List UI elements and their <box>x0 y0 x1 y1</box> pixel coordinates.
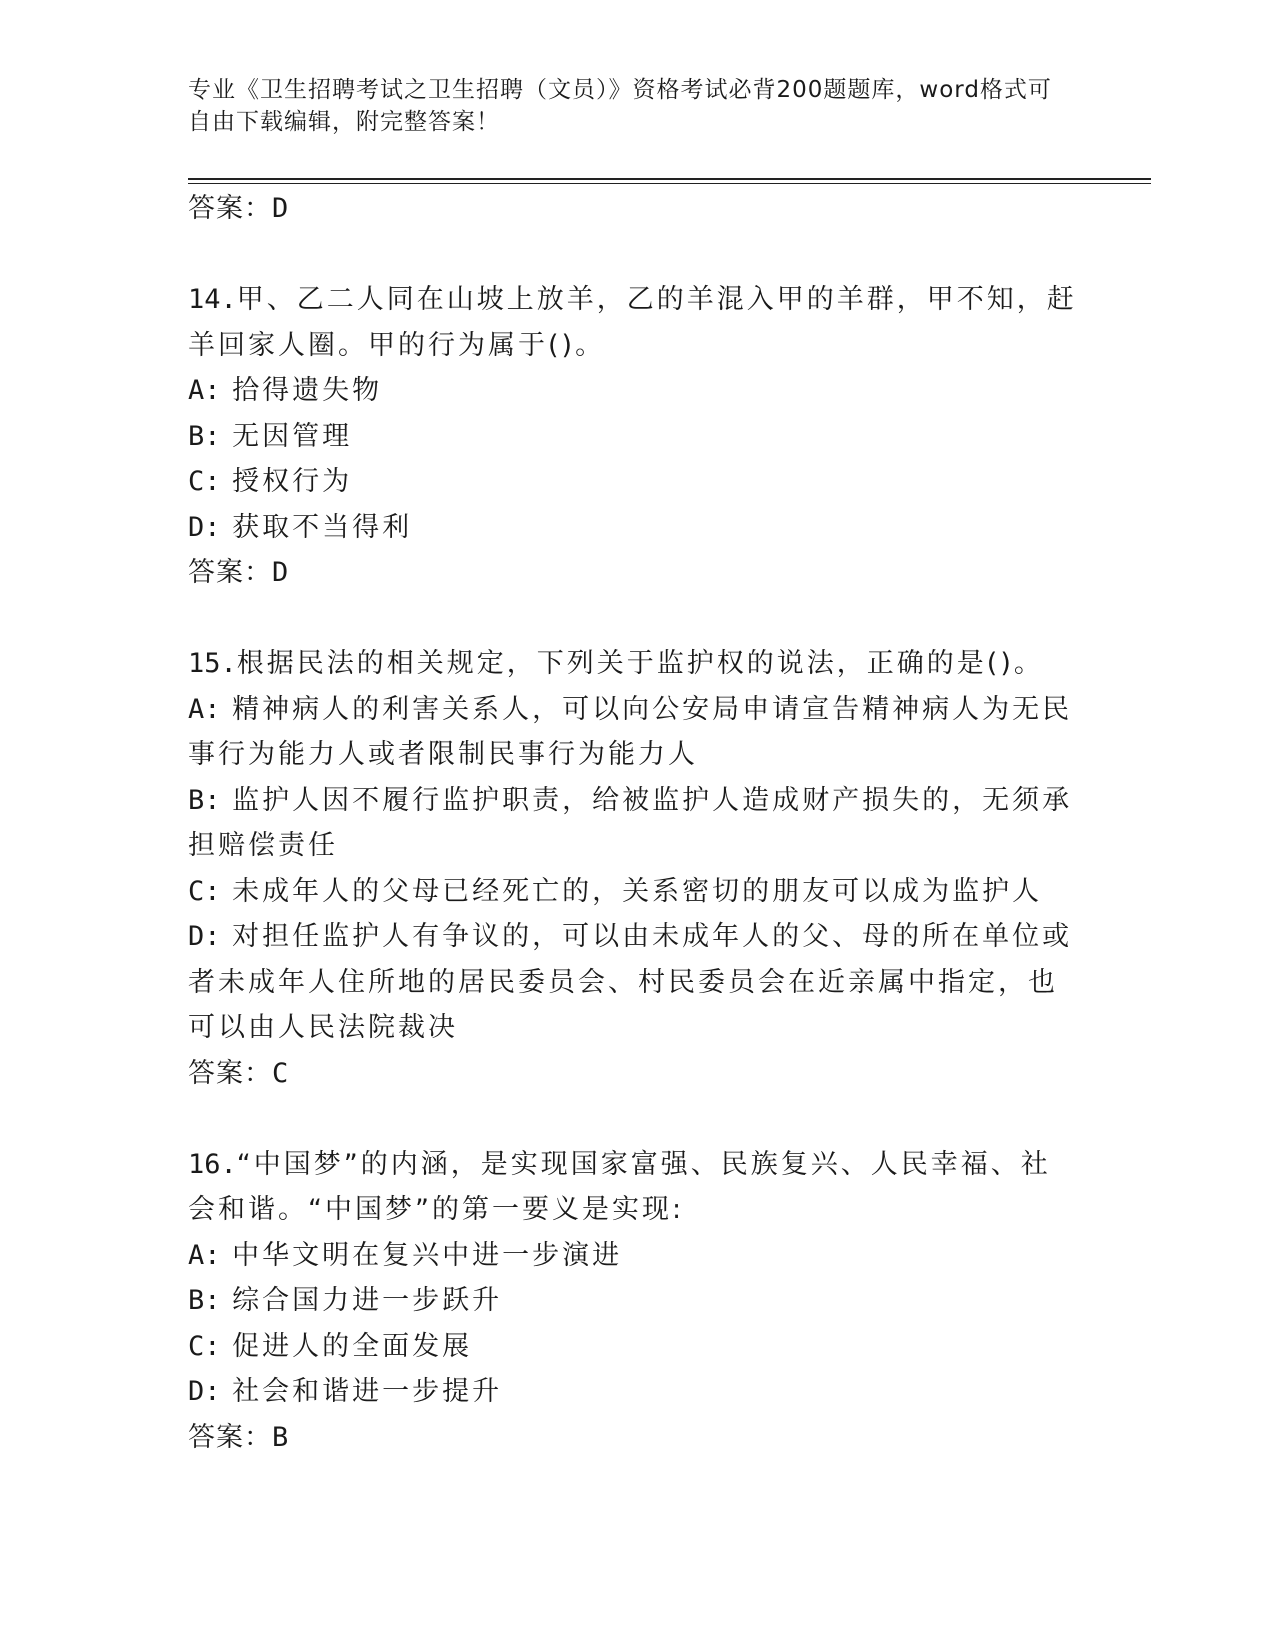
question-text: “中国梦”的内涵，是实现国家富强、民族复兴、人民幸福、社会和谐。“中国梦”的第一要义是实现: <box>188 1148 1051 1225</box>
answer-line <box>188 1051 1078 1097</box>
question-block <box>188 277 1078 596</box>
option-letter: D: <box>188 1376 221 1407</box>
option-letter: D: <box>188 511 221 543</box>
question-stem <box>188 641 1078 687</box>
answer-value: B <box>272 1421 290 1453</box>
answer-label: 答案： <box>188 1421 272 1453</box>
answer-value: D <box>272 193 290 224</box>
header-text: 专业《卫生招聘考试之卫生招聘（文员）》资格考试必背200题题库，word格式可自由下载编辑，附完整答案！ <box>188 77 1052 135</box>
question-number: 14. <box>188 284 237 315</box>
answer-line <box>188 1415 1078 1461</box>
option-c <box>188 1324 1078 1370</box>
option-letter: A: <box>188 1239 221 1271</box>
option-b <box>188 414 1078 460</box>
option-letter: A: <box>188 375 221 406</box>
spacer <box>188 1096 1078 1142</box>
option-a <box>188 368 1078 414</box>
option-text: 对担任监护人有争议的，可以由未成年人的父、母的所在单位或者未成年人住所地的居民委员会、村民委员会在近亲属中指定，也可以由人民法院裁决 <box>188 921 1073 1043</box>
question-list <box>188 186 1078 1460</box>
spacer <box>188 596 1078 642</box>
option-text: 监护人因不履行监护职责，给被监护人造成财产损失的，无须承担赔偿责任 <box>188 784 1073 861</box>
page-header <box>188 74 1068 138</box>
answer-line <box>188 550 1078 596</box>
header-rule-thick <box>188 178 1151 180</box>
question-stem <box>188 277 1078 368</box>
option-letter: A: <box>188 693 221 725</box>
answer-label: 答案： <box>188 193 272 224</box>
option-letter: C: <box>188 875 221 907</box>
option-text: 无因管理 <box>232 420 353 452</box>
option-text: 拾得遗失物 <box>232 375 383 406</box>
option-letter: B: <box>188 1285 221 1316</box>
question-stem <box>188 1142 1078 1233</box>
option-a <box>188 1233 1078 1279</box>
question-number: 15. <box>188 648 237 679</box>
question-block <box>188 641 1078 1096</box>
option-text: 未成年人的父母已经死亡的，关系密切的朋友可以成为监护人 <box>232 875 1043 907</box>
question-block <box>188 1142 1078 1461</box>
option-b <box>188 778 1078 869</box>
option-text: 促进人的全面发展 <box>232 1330 473 1362</box>
option-c <box>188 459 1078 505</box>
option-letter: B: <box>188 784 221 816</box>
option-c <box>188 869 1078 915</box>
option-b <box>188 1278 1078 1324</box>
answer-label: 答案： <box>188 1057 272 1089</box>
answer-label: 答案： <box>188 557 272 588</box>
header-rule-thin <box>188 183 1151 184</box>
answer-value: C <box>272 1057 290 1089</box>
option-d <box>188 505 1078 551</box>
spacer <box>188 232 1078 278</box>
option-letter: C: <box>188 1330 221 1362</box>
option-text: 授权行为 <box>232 466 353 497</box>
question-text: 根据民法的相关规定，下列关于监护权的说法，正确的是()。 <box>236 648 1044 679</box>
option-letter: D: <box>188 921 221 952</box>
option-text: 精神病人的利害关系人，可以向公安局申请宣告精神病人为无民事行为能力人或者限制民事行为能力人 <box>188 693 1073 770</box>
option-d <box>188 1369 1078 1415</box>
option-d <box>188 914 1078 1051</box>
option-text: 中华文明在复兴中进一步演进 <box>232 1239 623 1271</box>
option-text: 综合国力进一步跃升 <box>232 1285 503 1316</box>
option-letter: C: <box>188 466 221 497</box>
option-a <box>188 687 1078 778</box>
option-text: 获取不当得利 <box>232 511 413 543</box>
answer-value: D <box>272 557 290 588</box>
question-text: 甲、乙二人同在山坡上放羊，乙的羊混入甲的羊群，甲不知，赶羊回家人圈。甲的行为属于()。 <box>188 284 1077 361</box>
option-letter: B: <box>188 420 221 452</box>
question-number: 16. <box>188 1148 237 1180</box>
option-text: 社会和谐进一步提升 <box>232 1376 503 1407</box>
answer-line <box>188 186 1078 232</box>
